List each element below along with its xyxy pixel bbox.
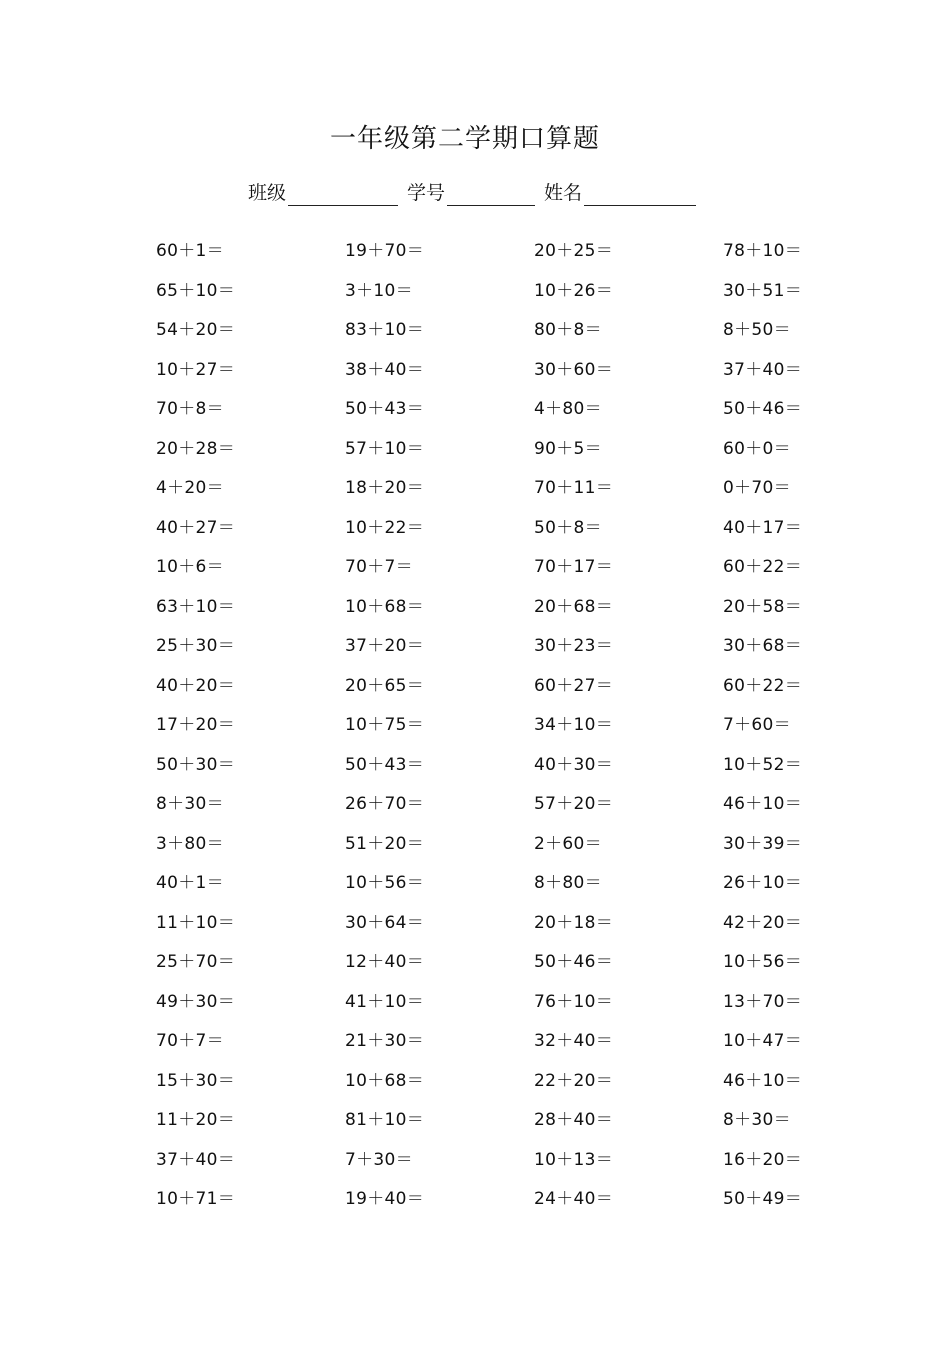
arithmetic-problem: 37＋40＝: [156, 1149, 236, 1170]
arithmetic-problem: 30＋23＝: [534, 636, 614, 657]
arithmetic-problem: 7＋30＝: [345, 1149, 413, 1170]
arithmetic-problem: 78＋10＝: [723, 241, 803, 262]
arithmetic-problem: 20＋28＝: [156, 438, 236, 459]
arithmetic-problem: 30＋39＝: [723, 833, 803, 854]
arithmetic-problem: 15＋30＝: [156, 1070, 236, 1091]
arithmetic-problem: 25＋70＝: [156, 952, 236, 973]
arithmetic-problem: 30＋68＝: [723, 636, 803, 657]
arithmetic-problem: 32＋40＝: [534, 1031, 614, 1052]
arithmetic-problem: 20＋68＝: [534, 596, 614, 617]
arithmetic-problem: 70＋7＝: [156, 1031, 224, 1052]
arithmetic-problem: 10＋47＝: [723, 1031, 803, 1052]
problem-row: [156, 427, 856, 467]
arithmetic-problem: 10＋26＝: [534, 280, 614, 301]
arithmetic-problem: 40＋27＝: [156, 517, 236, 538]
arithmetic-problem: 8＋50＝: [723, 320, 791, 341]
arithmetic-problem: 80＋8＝: [534, 320, 602, 341]
arithmetic-problem: 41＋10＝: [345, 991, 425, 1012]
problem-row: [156, 387, 856, 427]
arithmetic-problem: 40＋1＝: [156, 873, 224, 894]
arithmetic-problem: 49＋30＝: [156, 991, 236, 1012]
arithmetic-problem: 90＋5＝: [534, 438, 602, 459]
arithmetic-problem: 28＋40＝: [534, 1110, 614, 1131]
arithmetic-problem: 70＋11＝: [534, 478, 614, 499]
arithmetic-problem: 63＋10＝: [156, 596, 236, 617]
arithmetic-problem: 50＋46＝: [723, 399, 803, 420]
arithmetic-problem: 50＋8＝: [534, 517, 602, 538]
problem-row: [156, 506, 856, 546]
arithmetic-problem: 11＋20＝: [156, 1110, 236, 1131]
arithmetic-problem: 57＋20＝: [534, 794, 614, 815]
arithmetic-problem: 60＋0＝: [723, 438, 791, 459]
arithmetic-problem: 57＋10＝: [345, 438, 425, 459]
arithmetic-problem: 24＋40＝: [534, 1189, 614, 1210]
arithmetic-problem: 13＋70＝: [723, 991, 803, 1012]
arithmetic-problem: 60＋22＝: [723, 557, 803, 578]
arithmetic-problem: 4＋80＝: [534, 399, 602, 420]
arithmetic-problem: 12＋40＝: [345, 952, 425, 973]
arithmetic-problem: 10＋22＝: [345, 517, 425, 538]
arithmetic-problem: 40＋20＝: [156, 675, 236, 696]
arithmetic-problem: 81＋10＝: [345, 1110, 425, 1131]
worksheet-title: 一年级第二学期口算题: [329, 124, 600, 154]
arithmetic-problem: 37＋20＝: [345, 636, 425, 657]
arithmetic-problem: 20＋18＝: [534, 912, 614, 933]
arithmetic-problem: 37＋40＝: [723, 359, 803, 380]
arithmetic-problem: 4＋20＝: [156, 478, 224, 499]
arithmetic-problem: 10＋68＝: [345, 596, 425, 617]
arithmetic-problem: 2＋60＝: [534, 833, 602, 854]
problem-row: [156, 585, 856, 625]
arithmetic-problem: 30＋64＝: [345, 912, 425, 933]
arithmetic-problem: 25＋30＝: [156, 636, 236, 657]
problem-row: [156, 901, 856, 941]
problem-row: [156, 1138, 856, 1178]
arithmetic-problem: 8＋80＝: [534, 873, 602, 894]
arithmetic-problem: 50＋30＝: [156, 754, 236, 775]
arithmetic-problem: 46＋10＝: [723, 1070, 803, 1091]
student-id-blank[interactable]: [447, 185, 535, 206]
arithmetic-problem: 42＋20＝: [723, 912, 803, 933]
problem-row: [156, 822, 856, 862]
arithmetic-problem: 8＋30＝: [156, 794, 224, 815]
problem-row: [156, 1177, 856, 1217]
arithmetic-problem: 19＋70＝: [345, 241, 425, 262]
arithmetic-problem: 60＋27＝: [534, 675, 614, 696]
arithmetic-problem: 20＋25＝: [534, 241, 614, 262]
arithmetic-problem: 10＋56＝: [345, 873, 425, 894]
problem-row: [156, 980, 856, 1020]
name-label: 姓名: [544, 182, 583, 204]
arithmetic-problem: 70＋8＝: [156, 399, 224, 420]
arithmetic-problem: 50＋46＝: [534, 952, 614, 973]
arithmetic-problem: 20＋58＝: [723, 596, 803, 617]
arithmetic-problem: 8＋30＝: [723, 1110, 791, 1131]
arithmetic-problem: 54＋20＝: [156, 320, 236, 341]
arithmetic-problem: 10＋75＝: [345, 715, 425, 736]
arithmetic-problem: 11＋10＝: [156, 912, 236, 933]
problem-row: [156, 664, 856, 704]
arithmetic-problem: 0＋70＝: [723, 478, 791, 499]
problem-row: [156, 1098, 856, 1138]
arithmetic-problem: 34＋10＝: [534, 715, 614, 736]
arithmetic-problem: 83＋10＝: [345, 320, 425, 341]
problem-row: [156, 624, 856, 664]
arithmetic-problem: 60＋1＝: [156, 241, 224, 262]
arithmetic-problem: 65＋10＝: [156, 280, 236, 301]
arithmetic-problem: 20＋65＝: [345, 675, 425, 696]
arithmetic-problem: 22＋20＝: [534, 1070, 614, 1091]
problem-grid: [156, 229, 856, 1217]
arithmetic-problem: 10＋6＝: [156, 557, 224, 578]
arithmetic-problem: 50＋43＝: [345, 399, 425, 420]
arithmetic-problem: 3＋80＝: [156, 833, 224, 854]
arithmetic-problem: 10＋71＝: [156, 1189, 236, 1210]
arithmetic-problem: 10＋27＝: [156, 359, 236, 380]
problem-row: [156, 229, 856, 269]
arithmetic-problem: 40＋30＝: [534, 754, 614, 775]
problem-row: [156, 1019, 856, 1059]
arithmetic-problem: 7＋60＝: [723, 715, 791, 736]
problem-row: [156, 861, 856, 901]
student-id-label: 学号: [407, 182, 446, 204]
problem-row: [156, 703, 856, 743]
problem-row: [156, 269, 856, 309]
student-info-line: [248, 176, 696, 206]
problem-row: [156, 545, 856, 585]
arithmetic-problem: 51＋20＝: [345, 833, 425, 854]
problem-row: [156, 308, 856, 348]
arithmetic-problem: 19＋40＝: [345, 1189, 425, 1210]
arithmetic-problem: 26＋10＝: [723, 873, 803, 894]
arithmetic-problem: 46＋10＝: [723, 794, 803, 815]
arithmetic-problem: 26＋70＝: [345, 794, 425, 815]
arithmetic-problem: 17＋20＝: [156, 715, 236, 736]
arithmetic-problem: 18＋20＝: [345, 478, 425, 499]
name-blank[interactable]: [584, 185, 696, 206]
arithmetic-problem: 70＋7＝: [345, 557, 413, 578]
arithmetic-problem: 40＋17＝: [723, 517, 803, 538]
arithmetic-problem: 21＋30＝: [345, 1031, 425, 1052]
arithmetic-problem: 38＋40＝: [345, 359, 425, 380]
class-blank[interactable]: [288, 185, 398, 206]
arithmetic-problem: 30＋60＝: [534, 359, 614, 380]
problem-row: [156, 782, 856, 822]
arithmetic-problem: 50＋49＝: [723, 1189, 803, 1210]
arithmetic-problem: 3＋10＝: [345, 280, 413, 301]
problem-row: [156, 940, 856, 980]
arithmetic-problem: 60＋22＝: [723, 675, 803, 696]
arithmetic-problem: 10＋13＝: [534, 1149, 614, 1170]
arithmetic-problem: 30＋51＝: [723, 280, 803, 301]
problem-row: [156, 1059, 856, 1099]
problem-row: [156, 743, 856, 783]
arithmetic-problem: 76＋10＝: [534, 991, 614, 1012]
arithmetic-problem: 50＋43＝: [345, 754, 425, 775]
arithmetic-problem: 10＋52＝: [723, 754, 803, 775]
problem-row: [156, 466, 856, 506]
arithmetic-problem: 10＋68＝: [345, 1070, 425, 1091]
arithmetic-problem: 16＋20＝: [723, 1149, 803, 1170]
problem-row: [156, 348, 856, 388]
arithmetic-problem: 10＋56＝: [723, 952, 803, 973]
arithmetic-problem: 70＋17＝: [534, 557, 614, 578]
class-label: 班级: [248, 182, 287, 204]
